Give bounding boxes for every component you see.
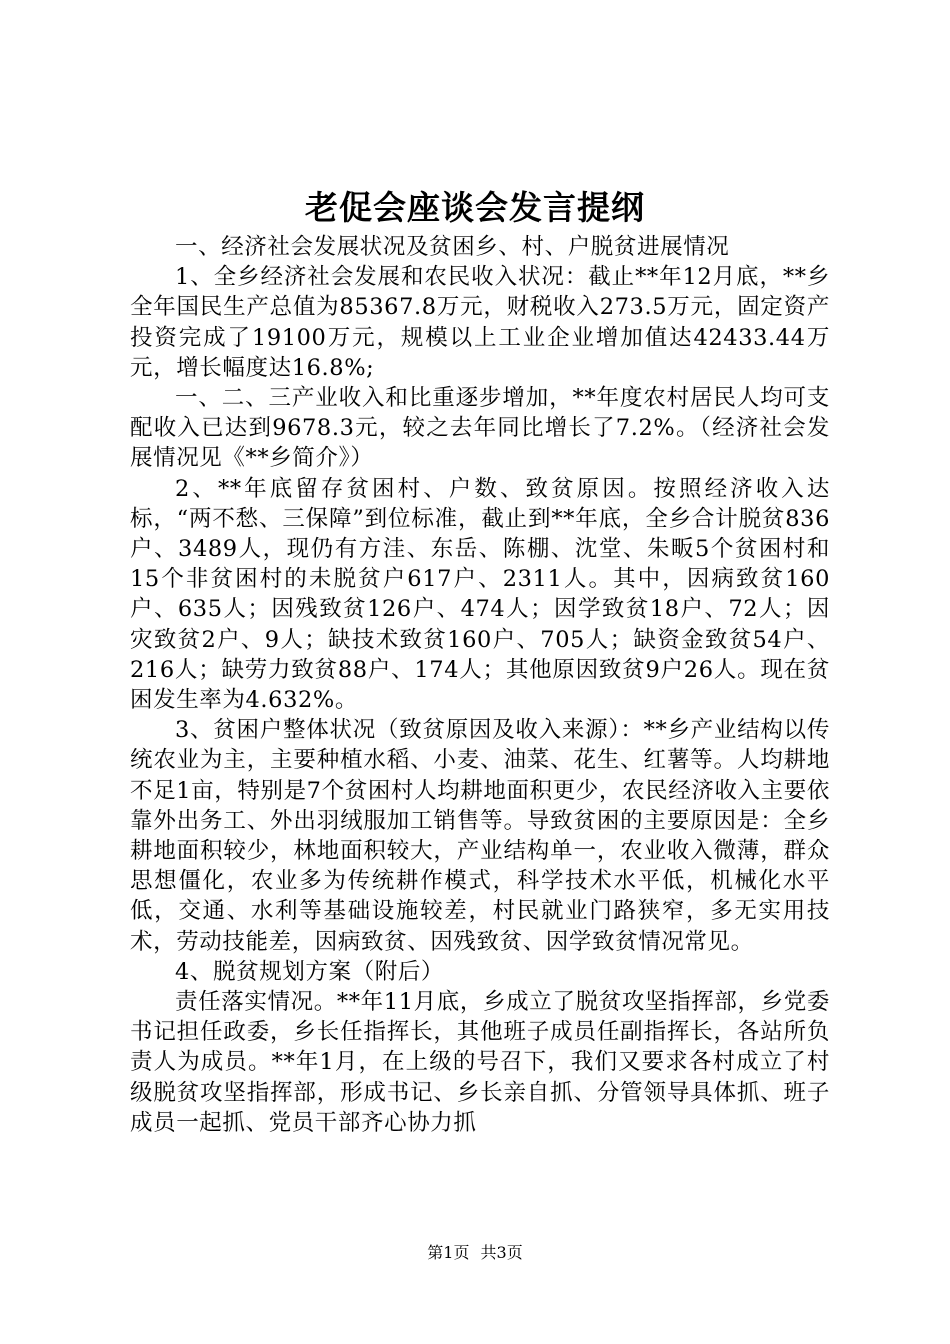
page-number: 第1页 xyxy=(427,1243,470,1262)
section-heading: 一、经济社会发展状况及贫困乡、村、户脱贫进展情况 xyxy=(175,234,730,260)
paragraph-economy-status: 1、全乡经济社会发展和农民收入状况：截止**年12月底，**乡全年国民生产总值为85367.8万元，财税收入273.5万元，固定资产投资完成了19100万元，规模以上工业企业增加值达42433.44万元，增长幅度达16.8%; xyxy=(130,264,830,381)
paragraph-poverty-plan: 4、脱贫规划方案（附后） xyxy=(175,958,445,985)
document-title: 老促会座谈会发言提纲 xyxy=(305,188,645,227)
paragraph-poverty-situation: 3、贫困户整体状况（致贫原因及收入来源）：**乡产业结构以传统农业为主，主要种植水稻、小麦、油菜、花生、红薯等。人均耕地不足1亩，特别是7个贫困村人均耕地面积更少，农民经济收入主要依靠外出务工、外出羽绒服加工销售等。导致贫困的主要原因是：全乡耕地面积较少，林地面积较大，产业结构单一，农业收入微薄，群众思想僵化，农业多为传统耕作模式，科学技术水平低，机械化水平低，交通、水利等基础设施较差，村民就业门路狭窄，多无实用技术，劳动技能差，因病致贫、因残致贫、因学致贫情况常见。 xyxy=(130,717,830,955)
document-body xyxy=(130,232,830,1138)
page-footer xyxy=(0,1243,950,1263)
page-total: 共3页 xyxy=(480,1243,523,1262)
paragraph-industry-income: 一、二、三产业收入和比重逐步增加，**年度农村居民人均可支配收入已达到9678.3元，较之去年同比增长了7.2%。（经济社会发展情况见《**乡简介》） xyxy=(130,385,830,472)
paragraph-responsibility: 责任落实情况。**年11月底，乡成立了脱贫攻坚指挥部，乡党委书记担任政委，乡长任指挥长，其他班子成员任副指挥长，各站所负责人为成员。**年1月，在上级的号召下，我们又要求各村成立了村级脱贫攻坚指挥部，形成书记、乡长亲自抓、分管领导具体抓、班子成员一起抓、党员干部齐心协力抓 xyxy=(130,989,830,1136)
paragraph-poverty-households: 2、**年底留存贫困村、户数、致贫原因。按照经济收入达标，“两不愁、三保障”到位标准，截止到**年底，全乡合计脱贫836户、3489人，现仍有方洼、东岳、陈棚、沈堂、朱畈5个贫困村和15个非贫困村的未脱贫户617户、2311人。其中，因病致贫160户、635人；因残致贫126户、474人；因学致贫18户、72人；因灾致贫2户、9人；缺技术致贫160户、705人；缺资金致贫54户、216人；缺劳力致贫88户、174人；其他原因致贫9户26人。现在贫困发生率为4.632%。 xyxy=(130,475,830,714)
